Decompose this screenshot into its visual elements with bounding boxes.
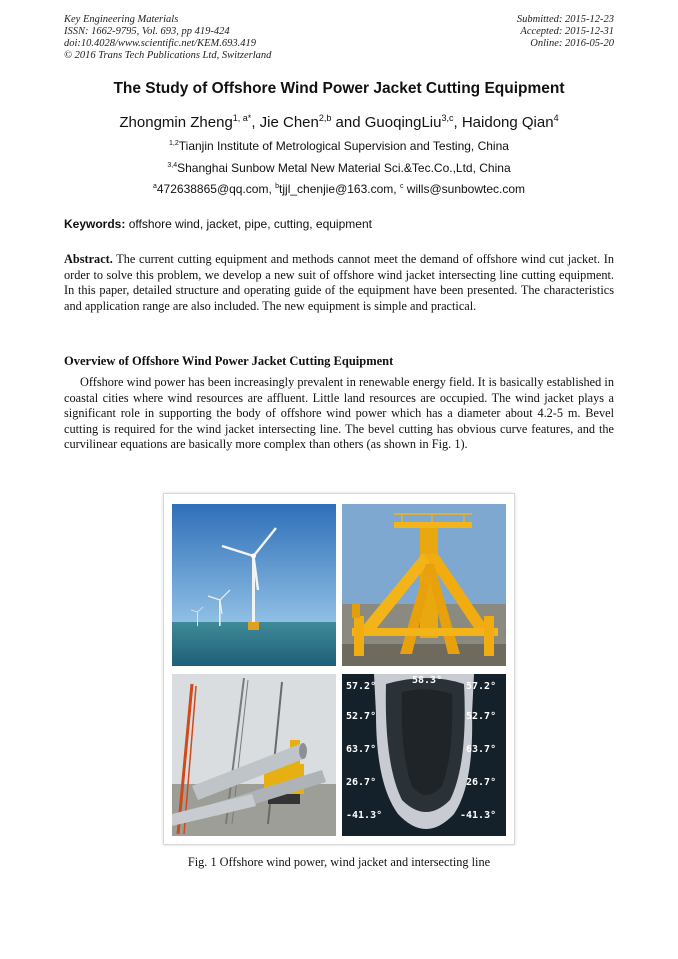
email-sup: a — [152, 183, 157, 190]
author-sep: , — [453, 114, 462, 131]
section-paragraph: Offshore wind power has been increasingly prevalent in renewable energy field. It is basically established in coastal cities where wind resources are affluent. Little land resources are occupied. The wind jacket plays a significant role in supporting the body of offshore wind power which has a diameter about 4.2-5 m. Bevel cutting is required for the wind jacket intersecting line. The bevel cutting has obvious curve features, and the curvilinear equations are basically more complex than others (as shown in Fig. 1). — [64, 375, 614, 452]
author-sup: 2,b — [318, 113, 332, 123]
author-sup: 1, a* — [232, 113, 252, 123]
author-name: GuoqingLiu — [364, 114, 442, 131]
affiliation-sup: 1,2 — [169, 140, 179, 147]
author-sup: 3,c — [441, 113, 454, 123]
email-sup: b — [275, 183, 280, 190]
email-address: 472638865@qq.com, — [156, 182, 276, 196]
angle-label-right: 26.7° — [466, 777, 497, 788]
angle-label-right: -41.3° — [460, 810, 497, 821]
jacket-structure-image — [342, 504, 506, 666]
affiliation — [0, 161, 678, 175]
author-list — [0, 113, 678, 131]
angle-label-left: 26.7° — [346, 777, 377, 788]
email-list — [0, 182, 678, 196]
affiliation-text: Shanghai Sunbow Metal New Material Sci.&Tec.Co.,Ltd, China — [177, 161, 511, 175]
affiliation-text: Tianjin Institute of Metrological Supervision and Testing, China — [178, 139, 509, 153]
wind-turbine-photo — [172, 504, 336, 666]
intersecting-line-image — [342, 674, 506, 836]
paper-title: The Study of Offshore Wind Power Jacket Cutting Equipment — [113, 80, 565, 97]
author-sup: 4 — [553, 113, 559, 123]
date-online: Online: 2016-05-20 — [530, 38, 614, 49]
author-sep: and — [331, 114, 365, 131]
angle-label-left: 52.7° — [346, 711, 377, 722]
wind-turbine-image — [172, 504, 336, 666]
crane-pipes-photo — [172, 674, 336, 836]
section-heading: Overview of Offshore Wind Power Jacket Cutting Equipment — [64, 354, 394, 368]
author-name: Zhongmin Zheng — [119, 114, 233, 131]
affiliation — [0, 139, 678, 153]
date-accepted: Accepted: 2015-12-31 — [520, 26, 614, 37]
angle-label-right: 52.7° — [466, 711, 497, 722]
abstract — [64, 252, 614, 314]
email-address: wills@sunbowtec.com — [403, 182, 526, 196]
intersecting-line-photo — [342, 674, 506, 836]
figure-1 — [163, 493, 515, 845]
jacket-structure-photo — [342, 504, 506, 666]
journal-doi: doi:10.4028/www.scientific.net/KEM.693.419 — [64, 38, 256, 49]
journal-name: Key Engineering Materials — [64, 14, 179, 25]
affiliation-sup: 3,4 — [167, 162, 178, 169]
angle-label-left: 63.7° — [346, 744, 377, 755]
keywords-text: offshore wind, jacket, pipe, cutting, equipment — [125, 217, 372, 231]
keywords-label: Keywords: — [64, 217, 126, 231]
date-submitted: Submitted: 2015-12-23 — [516, 14, 614, 25]
journal-issn: ISSN: 1662-9795, Vol. 693, pp 419-424 — [64, 26, 230, 37]
abstract-label: Abstract. — [64, 252, 113, 266]
figure-caption: Fig. 1 Offshore wind power, wind jacket and intersecting line — [187, 855, 491, 869]
angle-label-left: 57.2° — [346, 681, 377, 692]
author-name: Jie Chen — [259, 114, 319, 131]
angle-label-right: 57.2° — [466, 681, 497, 692]
author-name: Haidong Qian — [461, 114, 554, 131]
angle-label-left: -41.3° — [346, 810, 383, 821]
author-sep: , — [251, 114, 260, 131]
angle-label-right: 63.7° — [466, 744, 497, 755]
email-address: tjjl_chenjie@163.com, — [279, 182, 400, 196]
journal-copyright: © 2016 Trans Tech Publications Ltd, Switzerland — [64, 50, 272, 61]
angle-label-top: 58.3° — [412, 675, 443, 686]
abstract-text: The current cutting equipment and methods cannot meet the demand of offshore wind cut jacket. In order to solve this problem, we develop a new suit of offshore wind jacket intersecting line cutting equipment. In this paper, detailed structure and operating guide of the equipment have been presented. The characteristics and application range are also included. The new equipment is simple and practical. — [64, 252, 614, 313]
keywords — [64, 217, 620, 231]
journal-info — [64, 14, 271, 62]
publication-dates — [517, 14, 614, 50]
crane-pipes-image — [172, 674, 336, 836]
email-sup: c — [399, 183, 404, 190]
